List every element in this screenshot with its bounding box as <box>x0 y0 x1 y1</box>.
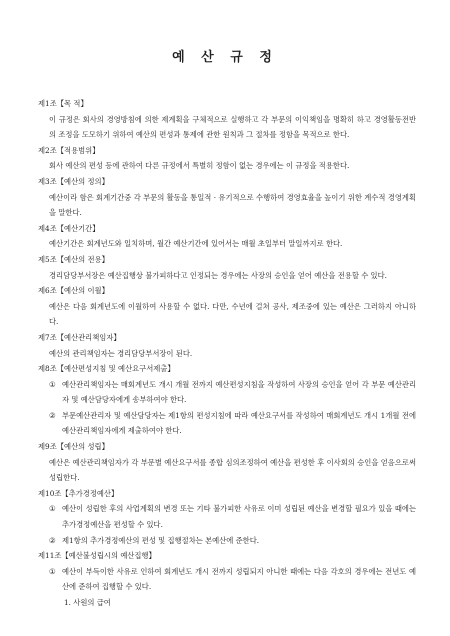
article-heading: 제1조【목 적】 <box>38 99 88 108</box>
article-paragraph: 이 규정은 회사의 경영방침에 의한 제계획을 구체적으로 실행하고 각 부문의 이익책임을 명확히 하고 경영활동전반의 조정을 도모하기 위하여 예산의 편성과 통제에 관한 원칙과 그 절차를 정함을 목적으로 한다. <box>49 114 416 140</box>
article-paragraph: 예산은 예산관리책임자가 각 부문별 예산요구서를 종합 심의조정하여 예산을 편성한 후 이사회의 승인을 얻음으로써 성립한다. <box>49 457 416 483</box>
article-clause <box>38 377 416 408</box>
article-paragraph: 예산은 다음 회계년도에 이월하여 사용할 수 없다. 다만, 수년에 걸쳐 공사, 제조중에 있는 예산은 그러하지 아니하다. <box>49 301 416 327</box>
clause-text: 예산관리책임자는 매회계년도 개시 개월 전까지 예산편성지침을 작성하여 사장의 승인을 얻어 각 부문 예산관리자 및 예산담당자에게 송부하여야 한다. <box>62 379 416 405</box>
article <box>38 361 416 439</box>
article-heading: 제4조【예산기간】 <box>38 223 100 233</box>
article-heading: 제7조【예산관리책임자】 <box>38 332 121 342</box>
clause-number: ① <box>49 566 56 576</box>
article-heading: 제9조【예산의 성립】 <box>38 442 109 452</box>
clause-text: 제1항의 추가경정예산의 편성 및 집행절차는 본예산에 준한다. <box>62 535 260 545</box>
clause-text: 예산이 부득이한 사유로 인하여 회계년도 개시 전까지 성립되지 아니한 때에는 다음 각호의 경우에는 전년도 예산에 준하여 집행할 수 있다. <box>62 566 416 592</box>
document-title: 예 산 규 정 <box>172 50 278 65</box>
article <box>38 283 416 330</box>
article-heading: 제3조【예산의 정의】 <box>38 176 109 186</box>
article-clause <box>38 533 416 549</box>
article-paragraph: 예산이라 함은 회계기간중 각 부문의 활동을 통일적 · 유기적으로 수행하여 경영효율을 높이기 위한 계수적 경영계획을 말한다. <box>49 192 416 218</box>
article <box>38 174 416 221</box>
clause-number: ② <box>49 410 56 420</box>
clause-text: 부문예산관리자 및 예산담당자는 제1항의 편성지침에 따라 예산요구서를 작성하여 매회계년도 개시 1개월 전에 예산관리책임자에게 제출하여야 한다. <box>62 410 416 436</box>
clause-number: ① <box>49 379 56 389</box>
article-clause <box>38 564 416 595</box>
article-paragraph: 예산기간은 회계년도와 일치하며, 월간 예산기간에 있어서는 매월 초일부터 말일까지로 한다. <box>49 239 343 249</box>
article-paragraph: 경리담당부서장은 예산집행상 불가피하다고 인정되는 경우에는 사장의 승인을 얻어 예산을 전용할 수 있다. <box>49 270 387 280</box>
article-heading: 제2조【적용범위】 <box>38 145 100 155</box>
article-paragraph: 예산의 관리책임자는 경리담당부서장이 된다. <box>49 348 193 358</box>
article <box>38 96 416 143</box>
article-clause <box>38 501 416 532</box>
regulation-body <box>38 96 416 611</box>
article-heading: 제11조【예산불성립시의 예산집행】 <box>38 551 156 561</box>
article <box>38 486 416 548</box>
article-clause <box>38 408 416 439</box>
article <box>38 143 416 174</box>
article <box>38 548 416 610</box>
article-paragraph: 회사 예산의 편성 등에 관하여 다른 규정에서 특별히 정함이 없는 경우에는 이 규정을 적용한다. <box>49 161 350 171</box>
article <box>38 221 416 252</box>
clause-number: ① <box>49 504 56 514</box>
article <box>38 330 416 361</box>
clause-text: 예산이 성립한 후의 사업계획의 변경 또는 기타 불가피한 사유로 이미 성립된 예산을 변경할 필요가 있을 때에는 추가경정예산을 편성할 수 있다. <box>62 504 416 530</box>
article-heading: 제8조【예산편성지침 및 예산요구서제출】 <box>38 364 175 374</box>
article-heading: 제10조【추가경정예산】 <box>38 488 119 498</box>
clause-subitem: 1. 사원의 급여 <box>64 598 111 607</box>
article <box>38 252 416 283</box>
article-heading: 제5조【예산의 전용】 <box>38 254 109 264</box>
article <box>38 439 416 486</box>
clause-number: ② <box>49 535 56 545</box>
article-heading: 제6조【예산의 이월】 <box>38 286 109 296</box>
